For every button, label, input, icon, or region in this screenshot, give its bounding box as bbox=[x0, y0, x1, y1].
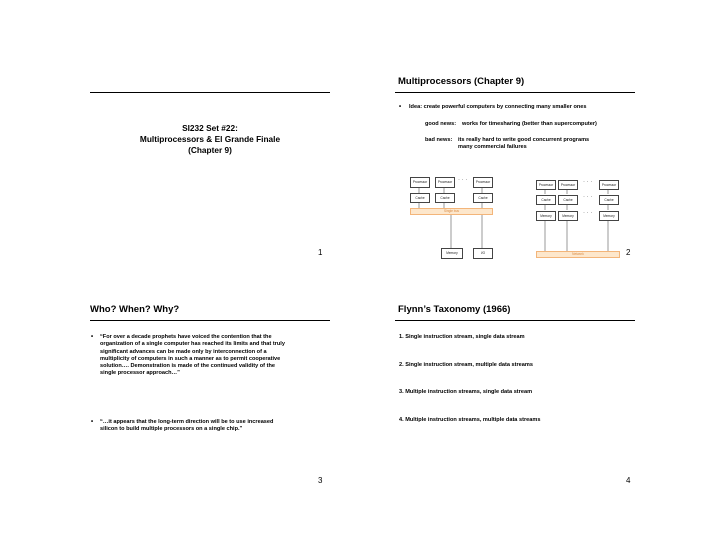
cache-box: Cache bbox=[410, 193, 430, 203]
io-box: I/O bbox=[473, 248, 493, 259]
taxonomy-item-3: 3. Multiple instruction streams, single data stream bbox=[399, 389, 533, 395]
network-bus: Network bbox=[536, 251, 620, 258]
good-news-label: good news: bbox=[425, 121, 457, 127]
quote-2 bbox=[100, 419, 325, 434]
good-news-text: works for timesharing (better than supercomputer) bbox=[462, 121, 597, 127]
memory-box: Memory bbox=[558, 211, 578, 221]
cache-box: Cache bbox=[599, 195, 619, 205]
quote-1-line: single processor approach…” bbox=[100, 370, 180, 377]
processor-box: Processor bbox=[536, 180, 556, 190]
slide3-title: Who? When? Why? bbox=[90, 304, 180, 315]
bad-news-text-2: many commercial failures bbox=[458, 144, 527, 150]
memory-box: Memory bbox=[441, 248, 463, 259]
slide1-title-line1: SI232 Set #22: bbox=[182, 123, 238, 133]
page-number: 4 bbox=[626, 476, 631, 485]
processor-box: Processor bbox=[410, 177, 430, 188]
bullet-icon: • bbox=[91, 419, 94, 425]
slide4-title: Flynn’s Taxonomy (1966) bbox=[398, 304, 511, 315]
taxonomy-item-2: 2. Single instruction stream, multiple data streams bbox=[399, 362, 533, 368]
page-number: 1 bbox=[318, 248, 323, 257]
quote-2-line: silicon to build multiple processors on a single chip.” bbox=[100, 426, 243, 433]
cache-box: Cache bbox=[473, 193, 493, 203]
taxonomy-item-4: 4. Multiple instruction streams, multiple data streams bbox=[399, 417, 541, 423]
processor-box: Processor bbox=[558, 180, 578, 190]
processor-box: Processor bbox=[435, 177, 455, 188]
slide2-title: Multiprocessors (Chapter 9) bbox=[398, 76, 525, 87]
single-bus: Single bus bbox=[410, 208, 493, 215]
quote-1-line: multiplicity of computers in such a manner as to permit cooperative bbox=[100, 355, 281, 362]
quote-1-line: “For over a decade prophets have voiced the contention that the bbox=[100, 334, 272, 340]
bad-news-label: bad news: bbox=[425, 137, 453, 143]
memory-box: Memory bbox=[599, 211, 619, 221]
bad-news-text-1: its really hard to write good concurrent programs bbox=[458, 137, 590, 143]
cache-box: Cache bbox=[558, 195, 578, 205]
cache-box: Cache bbox=[536, 195, 556, 205]
cache-box: Cache bbox=[435, 193, 455, 203]
idea-text: Idea: create powerful computers by connecting many smaller ones bbox=[409, 104, 587, 110]
bullet-icon: • bbox=[399, 104, 402, 110]
slide1-title-line2: Multiprocessors & El Grande Finale bbox=[139, 134, 281, 144]
quote-1-line: organization of a single computer has reached its limits and that truly bbox=[100, 341, 285, 348]
ellipsis: · · · bbox=[583, 179, 593, 185]
ellipsis: · · · bbox=[583, 194, 593, 200]
slide1-title-line3: (Chapter 9) bbox=[188, 145, 232, 155]
processor-box: Processor bbox=[473, 177, 493, 188]
page-number: 2 bbox=[626, 248, 631, 257]
processor-box: Processor bbox=[599, 180, 619, 190]
quote-1-line: significant advances can be made only by interconnection of a bbox=[100, 348, 267, 355]
quote-2-line: “…it appears that the long-term direction will be to use increased bbox=[100, 419, 274, 425]
page-number: 3 bbox=[318, 476, 323, 485]
ellipsis: · · · bbox=[583, 210, 593, 216]
taxonomy-item-1: 1. Single instruction stream, single data stream bbox=[399, 334, 525, 340]
quote-1-line: solution…. Demonstration is made of the continued validity of the bbox=[100, 363, 275, 370]
memory-box: Memory bbox=[536, 211, 556, 221]
bullet-icon: • bbox=[91, 334, 94, 340]
ellipsis: · · · bbox=[458, 177, 468, 183]
quote-1 bbox=[100, 334, 325, 378]
